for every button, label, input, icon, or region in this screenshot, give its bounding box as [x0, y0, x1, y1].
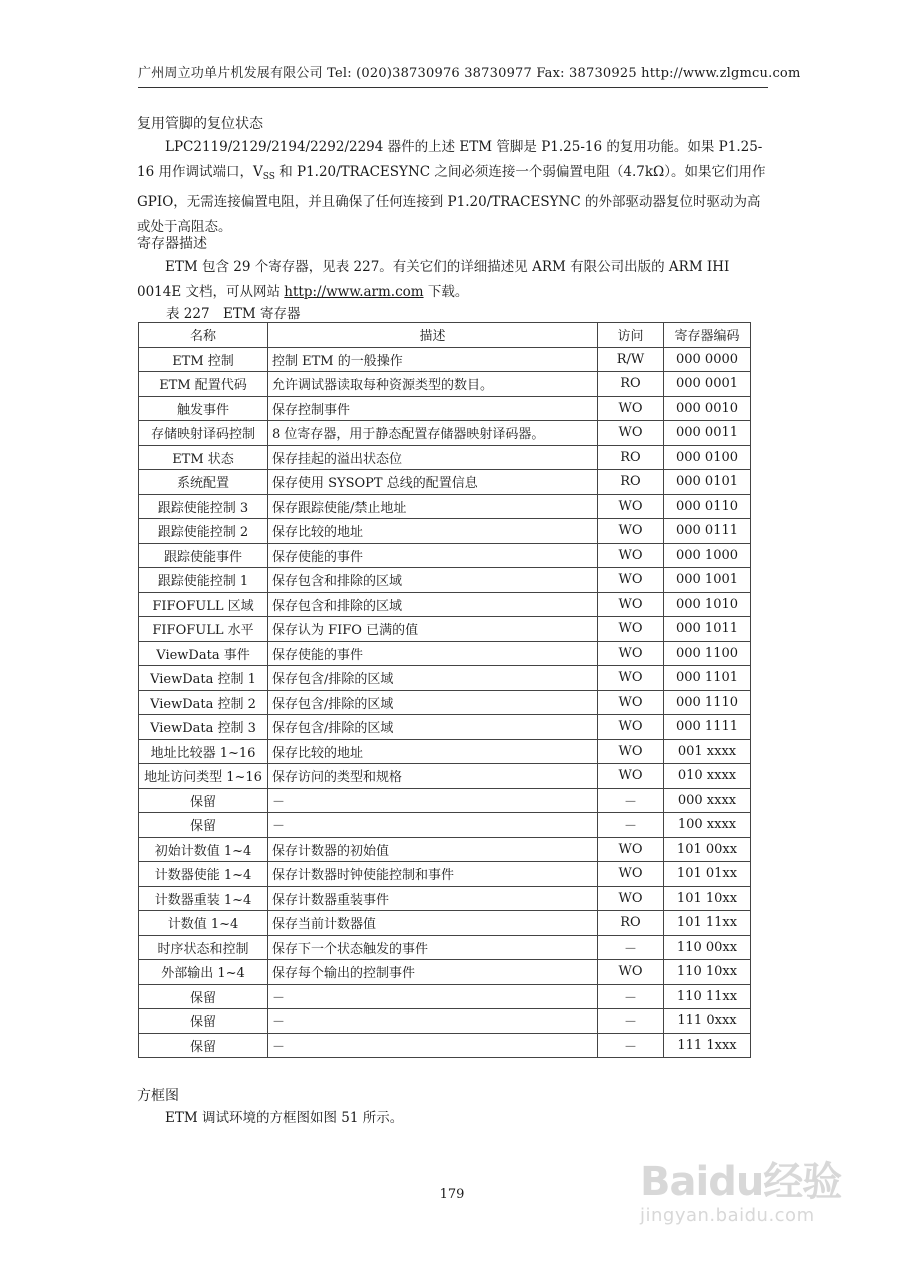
cell-description: 保存包含/排除的区域: [268, 666, 598, 691]
table-row: [139, 862, 751, 887]
cell-description: 保存比较的地址: [268, 519, 598, 544]
cell-name: 计数器使能 1~4: [139, 862, 268, 887]
table-row: [139, 960, 751, 985]
table-row: [139, 1009, 751, 1034]
cell-access: －: [598, 984, 664, 1009]
cell-description: 保存计数器时钟使能控制和事件: [268, 862, 598, 887]
cell-register-code: 101 01xx: [664, 862, 751, 887]
cell-description: 保存下一个状态触发的事件: [268, 935, 598, 960]
table-row: [139, 543, 751, 568]
table-row: [139, 813, 751, 838]
cell-register-code: 110 00xx: [664, 935, 751, 960]
cell-register-code: 010 xxxx: [664, 764, 751, 789]
cell-name: ViewData 控制 1: [139, 666, 268, 691]
cell-description: 保存包含/排除的区域: [268, 715, 598, 740]
cell-access: WO: [598, 421, 664, 446]
cell-name: 存储映射译码控制: [139, 421, 268, 446]
cell-name: 跟踪使能控制 3: [139, 494, 268, 519]
header-access: 访问: [598, 323, 664, 348]
cell-register-code: 110 10xx: [664, 960, 751, 985]
cell-name: 保留: [139, 984, 268, 1009]
cell-description: 保存包含和排除的区域: [268, 592, 598, 617]
cell-register-code: 000 0010: [664, 396, 751, 421]
table-row: [139, 641, 751, 666]
table-row: [139, 421, 751, 446]
cell-name: 跟踪使能控制 2: [139, 519, 268, 544]
cell-register-code: 111 0xxx: [664, 1009, 751, 1034]
table-row: [139, 984, 751, 1009]
cell-access: WO: [598, 715, 664, 740]
cell-description: 允许调试器读取每种资源类型的数目。: [268, 372, 598, 397]
cell-register-code: 000 1001: [664, 568, 751, 593]
table-row: [139, 690, 751, 715]
cell-access: WO: [598, 739, 664, 764]
cell-access: WO: [598, 690, 664, 715]
cell-description: 保存计数器重装事件: [268, 886, 598, 911]
cell-description: －: [268, 1033, 598, 1058]
cell-access: WO: [598, 617, 664, 642]
table-row: [139, 372, 751, 397]
cell-name: 外部输出 1~4: [139, 960, 268, 985]
section-title-register-description: 寄存器描述: [137, 236, 207, 252]
cell-register-code: 000 0101: [664, 470, 751, 495]
register-text-1: ETM 包含 29 个寄存器，见表 227。有关它们的详细描述见 ARM 有限公司出版的 ARM IHI 0014E 文档，可从网站: [137, 259, 730, 300]
table-row: [139, 592, 751, 617]
cell-register-code: 101 11xx: [664, 911, 751, 936]
cell-name: ViewData 事件: [139, 641, 268, 666]
baidu-watermark: [640, 1150, 870, 1230]
cell-access: WO: [598, 592, 664, 617]
table-row: [139, 788, 751, 813]
table-row: [139, 347, 751, 372]
cell-description: 保存挂起的溢出状态位: [268, 445, 598, 470]
cell-access: WO: [598, 837, 664, 862]
reset-text-1: LPC2119/2129/2194/2292/2294 器件的上述 ETM 管脚是 P1.25-16 的复用功能。如果 P1.25-16 用作调试端口，V: [137, 139, 763, 180]
table-row: [139, 470, 751, 495]
cell-description: 保存跟踪使能/禁止地址: [268, 494, 598, 519]
cell-register-code: 000 0111: [664, 519, 751, 544]
cell-name: 计数器重装 1~4: [139, 886, 268, 911]
table-row: [139, 715, 751, 740]
register-description-paragraph: [137, 255, 769, 305]
cell-register-code: 110 11xx: [664, 984, 751, 1009]
cell-access: R/W: [598, 347, 664, 372]
cell-register-code: 000 1110: [664, 690, 751, 715]
vss-subscript: SS: [262, 172, 275, 182]
cell-name: 跟踪使能控制 1: [139, 568, 268, 593]
cell-description: 保存比较的地址: [268, 739, 598, 764]
cell-register-code: 000 1111: [664, 715, 751, 740]
header-name: 名称: [139, 323, 268, 348]
table-row: [139, 886, 751, 911]
cell-name: ViewData 控制 3: [139, 715, 268, 740]
cell-name: 保留: [139, 788, 268, 813]
cell-description: －: [268, 1009, 598, 1034]
cell-name: ETM 配置代码: [139, 372, 268, 397]
section-title-block-diagram: 方框图: [137, 1088, 179, 1104]
table-row: [139, 396, 751, 421]
cell-register-code: 000 xxxx: [664, 788, 751, 813]
cell-access: WO: [598, 666, 664, 691]
table-row: [139, 568, 751, 593]
cell-register-code: 000 1010: [664, 592, 751, 617]
cell-description: 保存访问的类型和规格: [268, 764, 598, 789]
cell-access: WO: [598, 519, 664, 544]
cell-name: ETM 控制: [139, 347, 268, 372]
table-row: [139, 935, 751, 960]
cell-name: 保留: [139, 813, 268, 838]
cell-description: 控制 ETM 的一般操作: [268, 347, 598, 372]
cell-name: 跟踪使能事件: [139, 543, 268, 568]
cell-name: 计数值 1~4: [139, 911, 268, 936]
cell-register-code: 000 1101: [664, 666, 751, 691]
cell-description: 保存计数器的初始值: [268, 837, 598, 862]
etm-register-table: [138, 322, 751, 1058]
cell-description: －: [268, 984, 598, 1009]
cell-name: 触发事件: [139, 396, 268, 421]
cell-name: 地址比较器 1~16: [139, 739, 268, 764]
table-row: [139, 666, 751, 691]
block-diagram-paragraph: ETM 调试环境的方框图如图 51 所示。: [165, 1110, 404, 1126]
cell-register-code: 000 0110: [664, 494, 751, 519]
cell-register-code: 000 1100: [664, 641, 751, 666]
cell-access: WO: [598, 886, 664, 911]
register-text-2: 下载。: [423, 284, 469, 300]
cell-name: 初始计数值 1~4: [139, 837, 268, 862]
cell-register-code: 000 0001: [664, 372, 751, 397]
cell-name: 保留: [139, 1009, 268, 1034]
cell-description: 保存每个输出的控制事件: [268, 960, 598, 985]
cell-name: 保留: [139, 1033, 268, 1058]
cell-description: 保存当前计数器值: [268, 911, 598, 936]
cell-register-code: 001 xxxx: [664, 739, 751, 764]
cell-access: WO: [598, 960, 664, 985]
cell-access: RO: [598, 445, 664, 470]
section-title-reset-state: 复用管脚的复位状态: [137, 116, 263, 132]
table-row: [139, 837, 751, 862]
cell-description: 保存使能的事件: [268, 641, 598, 666]
header-register-code: 寄存器编码: [664, 323, 751, 348]
cell-name: ETM 状态: [139, 445, 268, 470]
table-row: [139, 764, 751, 789]
cell-description: 保存使用 SYSOPT 总线的配置信息: [268, 470, 598, 495]
table-row: [139, 739, 751, 764]
cell-access: RO: [598, 470, 664, 495]
arm-website-link[interactable]: http://www.arm.com: [284, 284, 424, 300]
table-row: [139, 911, 751, 936]
cell-access: WO: [598, 764, 664, 789]
table-row: [139, 1033, 751, 1058]
cell-register-code: 000 1000: [664, 543, 751, 568]
reset-state-paragraph: [137, 135, 769, 240]
cell-access: －: [598, 1033, 664, 1058]
cell-register-code: 101 00xx: [664, 837, 751, 862]
table-body: [139, 347, 751, 1058]
cell-register-code: 000 0100: [664, 445, 751, 470]
cell-name: FIFOFULL 水平: [139, 617, 268, 642]
cell-register-code: 000 0000: [664, 347, 751, 372]
cell-name: 地址访问类型 1~16: [139, 764, 268, 789]
page-header: 广州周立功单片机发展有限公司 Tel: (020)38730976 38730977 Fax: 38730925 http://www.zlgmcu.com: [138, 62, 768, 88]
cell-description: －: [268, 813, 598, 838]
watermark-logo: Baidu经验: [640, 1159, 842, 1205]
table-row: [139, 617, 751, 642]
cell-description: 保存包含/排除的区域: [268, 690, 598, 715]
cell-description: 保存使能的事件: [268, 543, 598, 568]
cell-name: ViewData 控制 2: [139, 690, 268, 715]
cell-access: －: [598, 935, 664, 960]
table-row: [139, 519, 751, 544]
page-number: 179: [439, 1187, 465, 1202]
cell-name: FIFOFULL 区域: [139, 592, 268, 617]
cell-access: WO: [598, 568, 664, 593]
cell-register-code: 000 0011: [664, 421, 751, 446]
cell-access: RO: [598, 372, 664, 397]
cell-access: －: [598, 1009, 664, 1034]
table-row: [139, 494, 751, 519]
cell-access: WO: [598, 494, 664, 519]
cell-access: －: [598, 813, 664, 838]
cell-access: WO: [598, 862, 664, 887]
cell-description: 保存控制事件: [268, 396, 598, 421]
cell-description: －: [268, 788, 598, 813]
reset-text-2: 和 P1.20/TRACESYNC 之间必须连接一个弱偏置电阻（4.7kΩ）。如果它们用作 GPIO，无需连接偏置电阻，并且确保了任何连接到 P1.20/TRACESYNC 的外部驱动器复位时驱动为高或处于高阻态。: [137, 164, 766, 235]
table-caption: 表 227 ETM 寄存器: [166, 306, 301, 322]
cell-register-code: 100 xxxx: [664, 813, 751, 838]
table-row: [139, 445, 751, 470]
cell-access: －: [598, 788, 664, 813]
cell-register-code: 101 10xx: [664, 886, 751, 911]
cell-description: 8 位寄存器，用于静态配置存储器映射译码器。: [268, 421, 598, 446]
cell-register-code: 000 1011: [664, 617, 751, 642]
cell-name: 时序状态和控制: [139, 935, 268, 960]
header-description: 描述: [268, 323, 598, 348]
cell-access: WO: [598, 396, 664, 421]
cell-access: RO: [598, 911, 664, 936]
cell-access: WO: [598, 543, 664, 568]
watermark-url: jingyan.baidu.com: [640, 1205, 815, 1226]
cell-access: WO: [598, 641, 664, 666]
table-header-row: [139, 323, 751, 348]
cell-description: 保存认为 FIFO 已满的值: [268, 617, 598, 642]
cell-name: 系统配置: [139, 470, 268, 495]
cell-description: 保存包含和排除的区域: [268, 568, 598, 593]
cell-register-code: 111 1xxx: [664, 1033, 751, 1058]
